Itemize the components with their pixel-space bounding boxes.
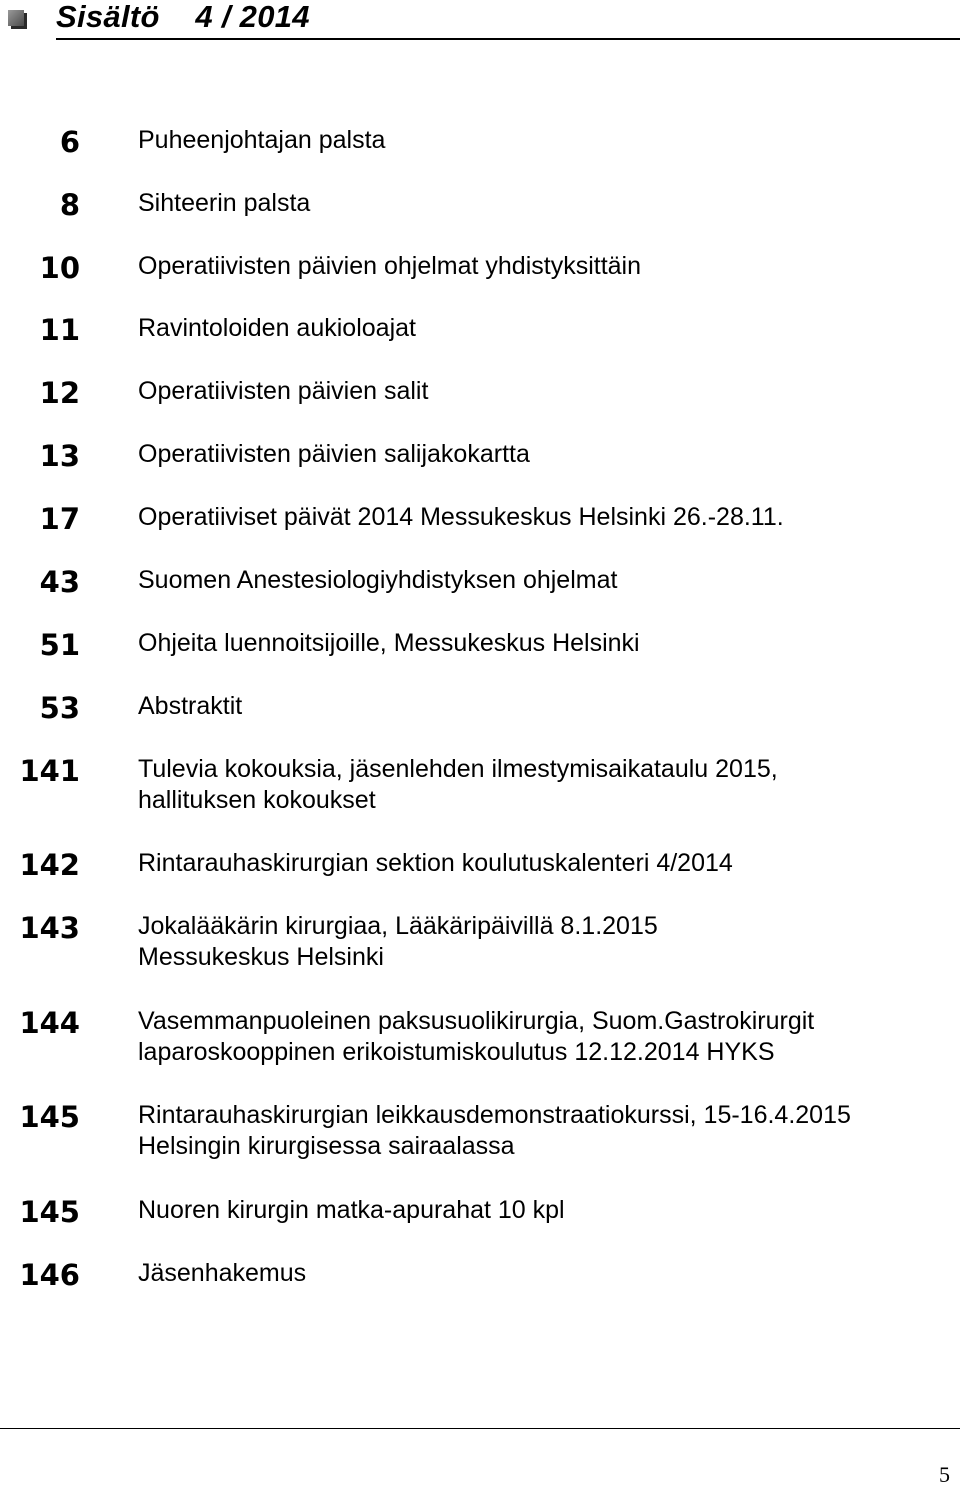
toc-page-number: 11 [39,313,80,347]
toc-entry-title: Operatiiviset päivät 2014 Messukeskus Helsinki 26.-28.11. [138,503,784,531]
footer-divider [0,1428,960,1429]
toc-entry-title: Operatiivisten päivien ohjelmat yhdistyksittäin [138,252,642,280]
toc-page-number: 6 [59,125,80,159]
toc-entry-title: Sihteerin palsta [138,189,311,217]
toc-entry-title: Operatiivisten päivien salit [138,377,429,405]
toc-page-number: 146 [19,1258,80,1292]
header-divider [56,38,960,40]
toc-entry-title: Jokalääkärin kirurgiaa, Lääkäripäivillä 8.1.2015 Messukeskus Helsinki [138,912,658,971]
toc-page-number: 143 [19,911,80,945]
toc-entry-title: Vasemmanpuoleinen paksusuolikirurgia, Suom.Gastrokirurgit laparoskooppinen erikoistumiskoulutus 12.12.2014 HYKS [138,1007,815,1066]
toc-page-number: 13 [39,439,80,473]
bullet-square-icon [8,10,24,26]
toc-entry-title: Rintarauhaskirurgian sektion koulutuskalenteri 4/2014 [138,849,733,877]
toc-entry-title: Abstraktit [138,692,243,720]
toc-entry-title: Suomen Anestesiologiyhdistyksen ohjelmat [138,566,618,594]
toc-entry-title: Puheenjohtajan palsta [138,126,386,154]
toc-page-number: 53 [39,691,80,725]
toc-page-number: 8 [59,188,80,222]
header [0,0,960,40]
toc-page-number: 51 [39,628,80,662]
toc-entry-title: Nuoren kirurgin matka-apurahat 10 kpl [138,1196,565,1224]
toc-entry-title: Ohjeita luennoitsijoille, Messukeskus Helsinki [138,629,640,657]
toc-page-number: 144 [19,1006,80,1040]
toc-page-number: 12 [39,376,80,410]
toc-page-number: 43 [39,565,80,599]
toc-entry-title: Ravintoloiden aukioloajat [138,314,416,342]
toc-page-number: 145 [19,1100,80,1134]
toc-entry-title: Operatiivisten päivien salijakokartta [138,440,530,468]
page-title: Sisältö 4 / 2014 [56,0,310,34]
page-number: 5 [939,1462,950,1487]
toc-entry-title: Tulevia kokouksia, jäsenlehden ilmestymisaikataulu 2015, hallituksen kokoukset [138,755,778,814]
toc-entry-title: Jäsenhakemus [138,1259,307,1287]
toc-page-number: 10 [39,251,80,285]
toc-page-number: 141 [19,754,80,788]
toc-page-number: 17 [39,502,80,536]
toc-page-number: 145 [19,1195,80,1229]
toc-page-number: 142 [19,848,80,882]
toc-entry-title: Rintarauhaskirurgian leikkausdemonstraatiokurssi, 15-16.4.2015 Helsingin kirurgisessa sairaalassa [138,1101,851,1160]
